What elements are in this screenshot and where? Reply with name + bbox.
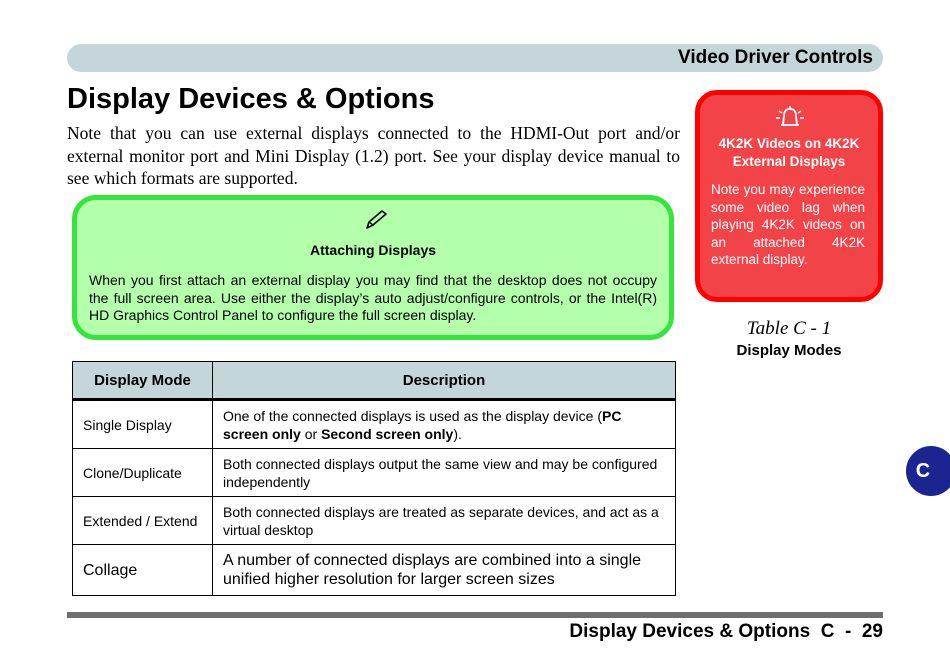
alarm-bell-icon <box>773 105 807 129</box>
mode-cell: Clone/Duplicate <box>73 449 213 497</box>
note-box <box>72 195 674 340</box>
description-bold-text: PC screen only <box>223 407 622 442</box>
table-caption <box>695 317 883 361</box>
mode-cell: Single Display <box>73 400 213 449</box>
description-bold-text: Second screen only <box>321 425 454 442</box>
description-cell: Both connected displays output the same view and may be configured independently <box>213 449 676 497</box>
note-body: When you first attach an external display you may find that the desktop does not occupy the full screen area. Use either the display’s auto adjust/configure controls, or the Intel(R) HD Graphics Control Panel to configure the full screen display. <box>89 272 657 323</box>
chapter-tab <box>906 446 950 496</box>
description-cell: A number of connected displays are combined into a single unified higher resolution for larger screen sizes <box>213 545 676 596</box>
warning-body: Note you may experience some video lag when playing 4K2K videos on an attached 4K2K external display. <box>711 182 865 267</box>
table-caption-title: Display Modes <box>736 342 842 359</box>
pencil-icon <box>362 208 390 230</box>
column-header-description: Description <box>213 362 676 400</box>
table-header-row <box>73 362 676 400</box>
mode-cell: Collage <box>73 545 213 596</box>
header-title: Video Driver Controls <box>678 47 873 68</box>
warning-box <box>695 90 883 302</box>
header-bar <box>67 44 883 72</box>
page-title: Display Devices & Options <box>67 83 435 115</box>
note-heading: Attaching Displays <box>309 242 437 258</box>
intro-paragraph: Note that you can use external displays connected to the HDMI-Out port and/or external monitor port and Mini Display (1.2) port. See your display device manual to see which formats are supported. <box>67 123 680 188</box>
display-modes-table <box>72 361 676 596</box>
table-row <box>73 497 676 545</box>
column-header-display-mode: Display Mode <box>73 362 213 400</box>
description-text: One of the connected displays is used as the display device ( <box>223 407 602 424</box>
table-row <box>73 449 676 497</box>
mode-cell: Extended / Extend <box>73 497 213 545</box>
warning-heading: 4K2K Videos on 4K2K External Displays <box>718 136 860 169</box>
description-text: ). <box>453 425 462 442</box>
table-row <box>73 400 676 449</box>
chapter-tab-letter: C <box>915 460 931 482</box>
description-text: or <box>300 425 322 442</box>
table-caption-number: Table C - 1 <box>746 318 832 339</box>
table-row <box>73 545 676 596</box>
description-cell: Both connected displays are treated as separate devices, and act as a virtual desktop <box>213 497 676 545</box>
footer-page-label: Display Devices & Options C - 29 <box>569 621 883 642</box>
footer-rule <box>67 612 883 618</box>
description-cell <box>213 400 676 449</box>
